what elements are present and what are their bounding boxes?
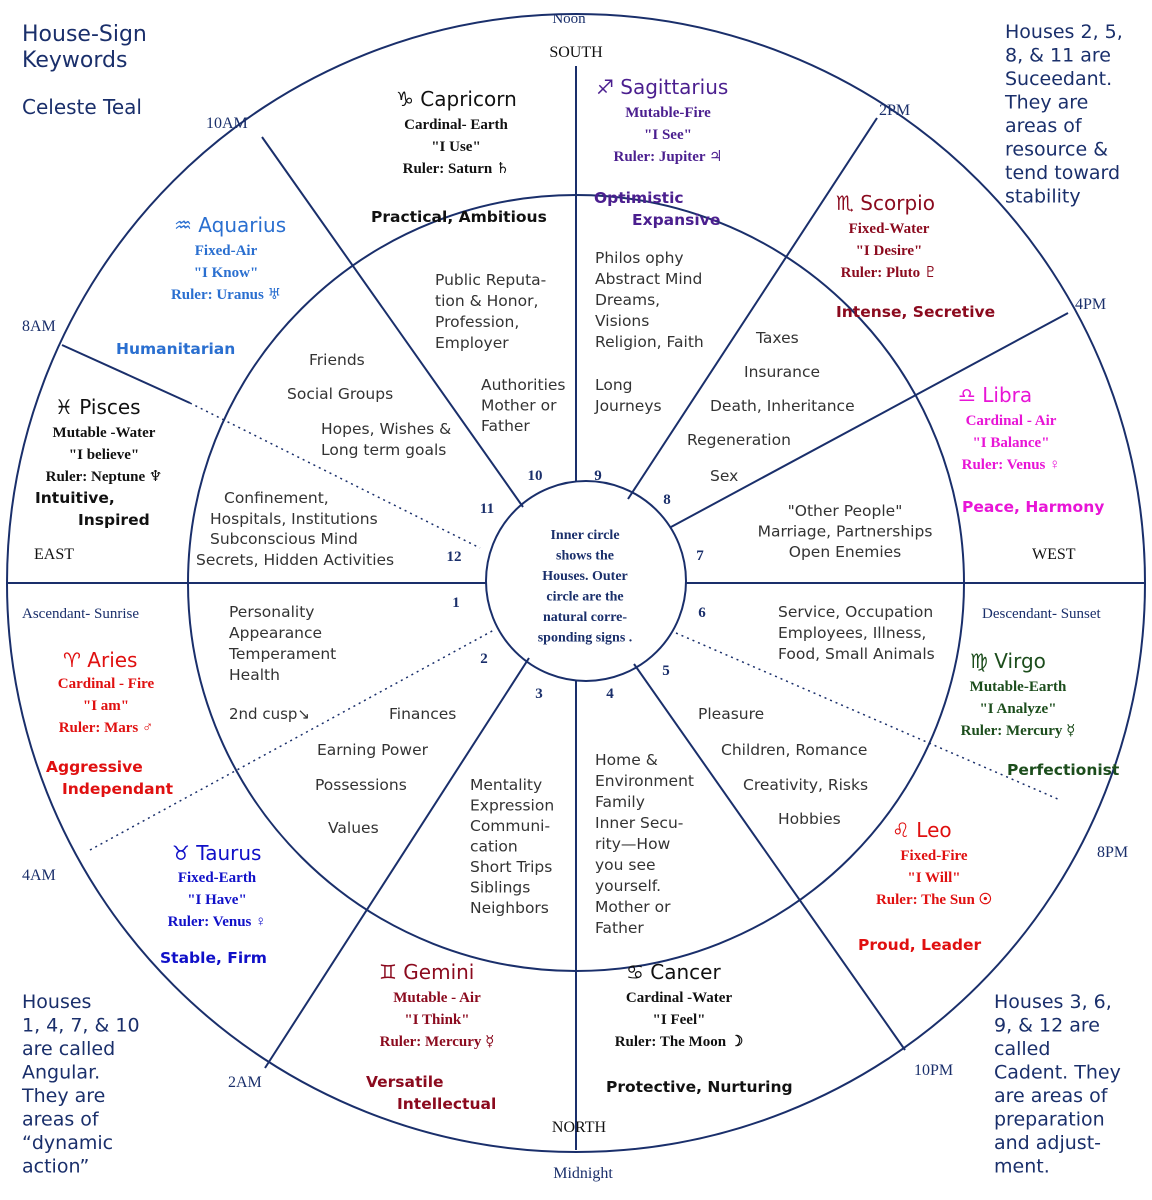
house-number: 4 (606, 686, 614, 702)
house-11-text: Social Groups (287, 385, 394, 403)
scorpio-sign-line: Ruler: Pluto ♇ (840, 265, 938, 281)
center-note-line: shows the (556, 548, 614, 564)
house-3-text-line: Communi- (470, 817, 551, 835)
aquarius-sign-line: Fixed-Air (194, 243, 258, 259)
midnight-label: Midnight (553, 1165, 613, 1182)
house-5-text: Children, Romance (721, 741, 868, 759)
west-label: WEST (1032, 546, 1076, 563)
gemini-sign-line: Mutable - Air (393, 990, 481, 1006)
house-2-text: Values (328, 819, 379, 837)
gemini-keyword: Versatile (366, 1073, 444, 1091)
cancer-sign-line: Cardinal -Water (625, 990, 733, 1006)
cancer-sign-line: Ruler: The Moon ☽ (614, 1034, 744, 1050)
center-note-line: natural corre- (542, 610, 628, 625)
house-12-text: Subconscious Mind (210, 530, 358, 548)
center-note-line: Inner circle (550, 528, 620, 543)
aries-keyword: Independant (62, 780, 174, 798)
house-1-text-line: Personality (229, 603, 315, 621)
corner-note-top-right-line: Suceedant. (1005, 68, 1113, 90)
gemini-sign-line: Ruler: Mercury ☿ (379, 1034, 495, 1050)
corner-note-bottom-left-line: “dynamic (22, 1132, 114, 1154)
cusp-4am-dotted (90, 630, 494, 850)
ascendant-label: Ascendant- Sunrise (22, 606, 140, 622)
corner-note-top-right-line: They are (1005, 91, 1089, 114)
corner-note-top-right-line: stability (1005, 185, 1081, 208)
sagittarius-keyword: Expansive (632, 211, 721, 229)
sagittarius-sign-line: "I See" (644, 127, 692, 143)
house-5-text: Hobbies (778, 810, 841, 828)
house-number: 5 (662, 663, 670, 679)
house-9-text-line: Dreams, (595, 291, 661, 309)
sagittarius-sign-line: Mutable-Fire (625, 105, 711, 121)
corner-note-bottom-right-line: 9, & 12 are (994, 1014, 1100, 1037)
house-1-text-line: Appearance (229, 624, 323, 642)
corner-note-bottom-left-line: Angular. (22, 1061, 101, 1084)
pisces-keyword: Inspired (78, 511, 150, 529)
house-7-text-line: Open Enemies (788, 543, 902, 561)
libra-sign-line: Ruler: Venus ♀ (961, 457, 1061, 473)
corner-note-bottom-right-line: called (994, 1038, 1051, 1060)
house-10-text-line: tion & Honor, (435, 292, 539, 310)
aries-sign-line: Cardinal - Fire (57, 676, 155, 692)
north-label: NORTH (551, 1119, 607, 1136)
house-8-text: Insurance (744, 363, 821, 381)
corner-note-bottom-right-line: preparation (994, 1108, 1105, 1131)
sagittarius-keyword: Optimistic (594, 189, 684, 207)
house-3-text-line: cation (470, 837, 518, 856)
taurus-sign-line: Fixed-Earth (177, 870, 257, 886)
cancer-sign-name: ♋ Cancer (626, 960, 721, 984)
house-2-text: Possessions (315, 776, 407, 794)
house-9-text-line: Philos ophy (595, 249, 684, 267)
house-4-text-line: Mother or (595, 898, 671, 916)
house-3-text-line: Mentality (470, 776, 543, 794)
pisces-keyword: Intuitive, (35, 489, 115, 507)
east-label: EAST (34, 546, 74, 563)
time-label: 4AM (22, 867, 56, 884)
corner-note-bottom-left-line: areas of (22, 1108, 99, 1131)
leo-keyword: Proud, Leader (858, 936, 982, 954)
house-12-text: Hospitals, Institutions (210, 510, 378, 528)
corner-note-bottom-left-line: They are (22, 1085, 106, 1107)
house-4-text-line: you see (595, 856, 656, 874)
house-9b-text-line: Long (595, 376, 633, 394)
house-12-text: Confinement, (224, 489, 329, 507)
time-label: 4PM (1075, 296, 1107, 313)
corner-note-bottom-right-line: ment. (994, 1155, 1050, 1178)
house-11-text: Friends (309, 351, 365, 369)
gemini-sign-line: "I Think" (404, 1012, 470, 1028)
aquarius-keyword: Humanitarian (116, 340, 236, 358)
scorpio-sign-name: ♏ Scorpio (836, 191, 935, 215)
house-10-text-line: Employer (435, 334, 509, 352)
house-11-text: Hopes, Wishes & (321, 420, 452, 438)
time-label: 2AM (228, 1074, 262, 1091)
taurus-keyword: Stable, Firm (160, 949, 267, 967)
corner-note-bottom-left-line: Houses (22, 991, 92, 1013)
house-4-text-line: rity—How (595, 835, 671, 853)
taurus-sign-line: "I Have" (187, 892, 247, 908)
corner-note-top-right-line: areas of (1005, 115, 1082, 137)
house-5-text: Pleasure (698, 705, 765, 723)
house-3-text-line: Neighbors (470, 899, 549, 917)
author-name: Celeste Teal (22, 95, 142, 119)
house-9b-text-line: Journeys (595, 397, 662, 415)
time-label: 8PM (1097, 844, 1129, 861)
house-2-text: Finances (389, 705, 457, 723)
house-8-text: Regeneration (687, 431, 791, 449)
virgo-sign-line: "I Analyze" (979, 701, 1057, 717)
house-1-text-line: Health (229, 666, 280, 684)
house-9-text-line: Abstract Mind (595, 270, 703, 288)
scorpio-sign-line: "I Desire" (855, 243, 923, 259)
house-number: 11 (479, 501, 495, 517)
gemini-keyword: Intellectual (397, 1095, 497, 1113)
house-number: 2 (480, 651, 488, 667)
house-number: 12 (446, 549, 462, 565)
virgo-sign-name: ♍ Virgo (970, 649, 1046, 673)
corner-note-bottom-right-line: Houses 3, 6, (994, 991, 1112, 1013)
sagittarius-sign-line: Ruler: Jupiter ♃ (613, 149, 723, 165)
pisces-sign-name: ♓ Pisces (55, 395, 141, 419)
capricorn-sign-line: Cardinal- Earth (404, 117, 508, 133)
noon-label: Noon (552, 11, 586, 27)
house-4-text-line: Home & (595, 751, 658, 769)
cancer-sign-line: "I Feel" (652, 1012, 706, 1028)
corner-note-bottom-left-line: 1, 4, 7, & 10 (22, 1014, 140, 1037)
time-label: 10AM (206, 115, 248, 132)
center-note-line: circle are the (546, 589, 624, 605)
house-3-text-line: Short Trips (470, 858, 553, 876)
labels-layer (21, 11, 1128, 1182)
virgo-sign-line: Mutable-Earth (969, 679, 1067, 695)
corner-note-top-right-line: tend toward (1005, 162, 1121, 184)
libra-keyword: Peace, Harmony (962, 498, 1105, 516)
house-7-text-line: "Other People" (787, 502, 903, 520)
center-note-line: sponding signs . (537, 630, 633, 646)
house-10b-text-line: Mother or (481, 396, 557, 415)
house-3-text-line: Siblings (470, 878, 531, 897)
corner-note-bottom-right-line: are areas of (994, 1085, 1108, 1107)
house-6-text-line: Employees, Illness, (778, 624, 927, 642)
house-number: 1 (452, 595, 460, 611)
house-10-text-line: Public Reputa- (435, 271, 547, 289)
house-3-text-line: Expression (470, 796, 555, 815)
house-4-text-line: Family (595, 793, 645, 811)
pisces-sign-line: Ruler: Neptune ♆ (45, 469, 163, 485)
capricorn-sign-name: ♑ Capricorn (396, 87, 517, 111)
house-4-text-line: yourself. (595, 877, 662, 895)
aquarius-sign-name: ♒ Aquarius (174, 213, 287, 237)
aries-keyword: Aggressive (46, 758, 143, 776)
house-1-text-line: Temperament (229, 645, 337, 663)
corner-note-bottom-right-line: Cadent. They (994, 1061, 1121, 1084)
aquarius-sign-line: "I Know" (193, 265, 259, 281)
scorpio-keyword: Intense, Secretive (836, 303, 996, 321)
center-note-line: Houses. Outer (542, 569, 628, 584)
house-number: 7 (696, 548, 704, 564)
pisces-sign-line: Mutable -Water (52, 425, 156, 441)
corner-note-top-right-line: Houses 2, 5, (1005, 21, 1123, 43)
libra-sign-line: Cardinal - Air (965, 413, 1057, 429)
house-2-cusp: 2nd cusp↘ (229, 705, 310, 723)
aquarius-sign-line: Ruler: Uranus ♅ (170, 287, 282, 303)
gemini-sign-name: ♊ Gemini (379, 960, 475, 984)
house-number: 3 (535, 686, 543, 702)
house-9-text-line: Visions (595, 312, 650, 330)
virgo-sign-line: Ruler: Mercury ☿ (960, 723, 1076, 739)
libra-sign-line: "I Balance" (972, 435, 1050, 451)
house-12-text: Secrets, Hidden Activities (196, 551, 395, 569)
aries-sign-line: "I am" (82, 698, 130, 714)
corner-note-bottom-left-line: action” (22, 1155, 90, 1178)
taurus-sign-line: Ruler: Venus ♀ (167, 914, 267, 930)
house-number: 10 (527, 468, 543, 484)
aries-sign-line: Ruler: Mars ♂ (58, 720, 154, 736)
house-4-text-line: Inner Secu- (595, 814, 684, 832)
leo-sign-name: ♌ Leo (892, 818, 952, 842)
house-2-text: Earning Power (317, 741, 428, 759)
sagittarius-sign-name: ♐ Sagittarius (596, 75, 729, 99)
capricorn-sign-line: Ruler: Saturn ♄ (402, 161, 510, 177)
house-8-text: Sex (710, 467, 739, 485)
house-5-text: Creativity, Risks (743, 776, 869, 794)
diagram-title: Keywords (22, 48, 128, 73)
corner-note-top-right-line: 8, & 11 are (1005, 44, 1111, 67)
house-10b-text-line: Authorities (481, 376, 566, 394)
time-label: 2PM (879, 102, 911, 119)
leo-sign-line: "I Will" (907, 870, 961, 886)
libra-sign-name: ♎ Libra (958, 383, 1033, 407)
taurus-sign-name: ♉ Taurus (172, 841, 262, 865)
house-6-text-line: Service, Occupation (778, 603, 934, 621)
diagram-title: House-Sign (22, 22, 147, 47)
descendant-label: Descendant- Sunset (982, 606, 1101, 622)
house-number: 8 (663, 492, 671, 508)
house-number: 6 (698, 605, 706, 621)
corner-note-bottom-left-line: are called (22, 1038, 116, 1060)
pisces-sign-line: "I believe" (68, 447, 140, 463)
house-6-text-line: Food, Small Animals (778, 645, 935, 663)
house-8-text: Taxes (756, 329, 799, 347)
house-10b-text-line: Father (481, 417, 530, 435)
house-11-text: Long term goals (321, 441, 447, 459)
corner-note-top-right-line: resource & (1005, 138, 1109, 161)
cancer-keyword: Protective, Nurturing (606, 1078, 793, 1096)
house-4-text-line: Environment (595, 772, 694, 790)
south-label: SOUTH (549, 44, 603, 61)
house-8-text: Death, Inheritance (710, 397, 855, 415)
aries-sign-name: ♈ Aries (63, 648, 138, 672)
virgo-keyword: Perfectionist (1007, 761, 1120, 779)
capricorn-keyword: Practical, Ambitious (371, 208, 547, 226)
house-7-text-line: Marriage, Partnerships (757, 522, 933, 541)
scorpio-sign-line: Fixed-Water (848, 221, 930, 237)
house-10-text-line: Profession, (435, 313, 520, 331)
leo-sign-line: Fixed-Fire (900, 848, 968, 864)
time-label: 8AM (22, 318, 56, 335)
house-4-text-line: Father (595, 919, 644, 937)
time-label: 10PM (914, 1062, 954, 1079)
leo-sign-line: Ruler: The Sun ☉ (875, 892, 993, 908)
house-9-text-line: Religion, Faith (595, 333, 704, 351)
corner-note-bottom-right-line: and adjust- (994, 1132, 1102, 1154)
house-number: 9 (594, 468, 602, 484)
capricorn-sign-line: "I Use" (431, 139, 481, 155)
